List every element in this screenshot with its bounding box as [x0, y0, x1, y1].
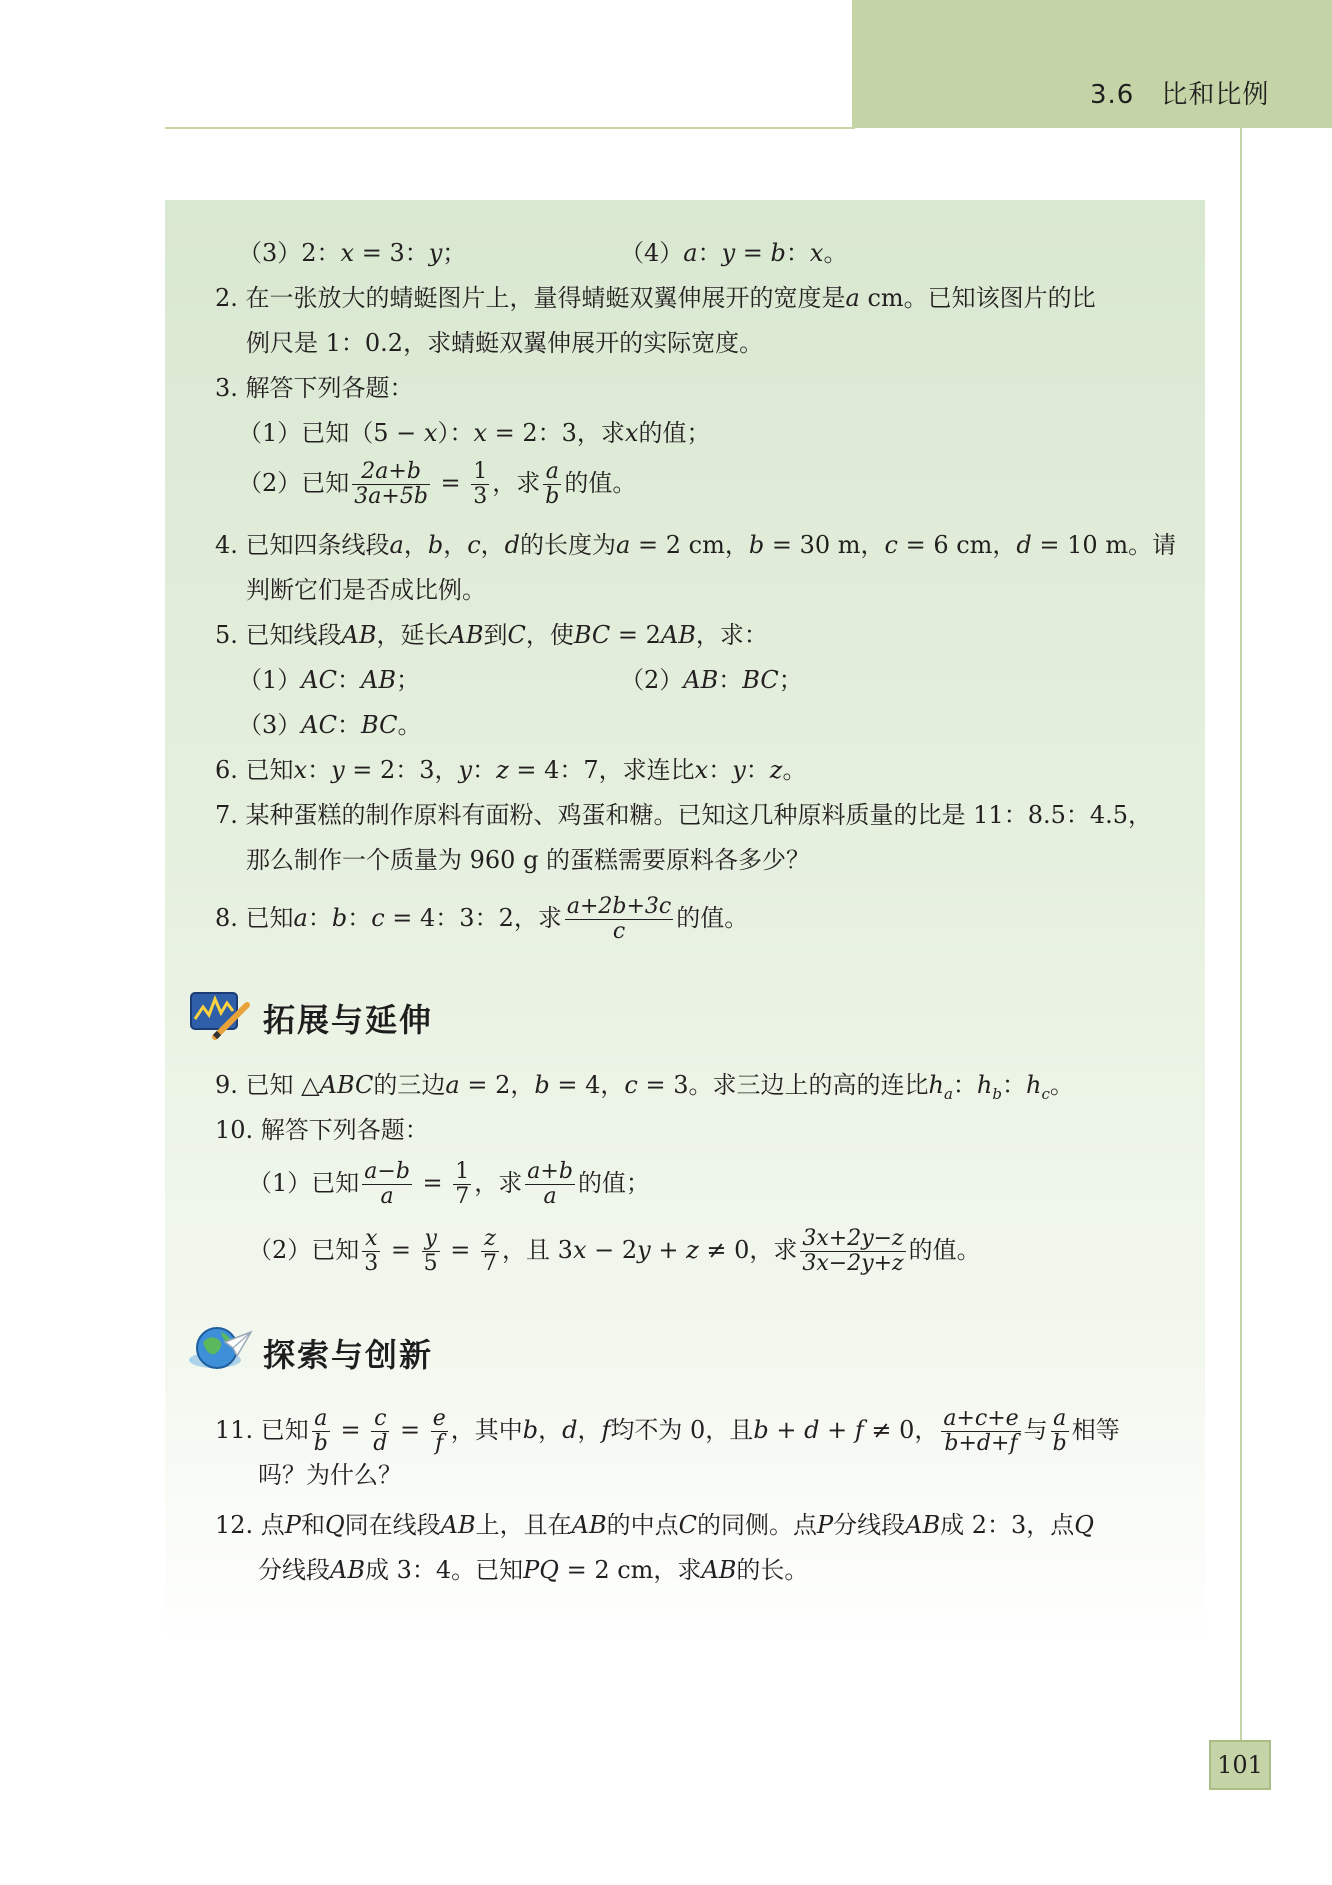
fraction: $\frac{1}{3}$ [473, 459, 488, 509]
q6-line: 6. 已知x：y = 2：3，y：z = 4：7，求连比x：y：z。 [215, 756, 807, 784]
q3-part1: （1）已知（5 − x）：x = 2：3，求x的值； [238, 419, 711, 447]
fraction: $\frac{a}{b}$ [545, 459, 560, 509]
q1-part4: （4）a：y = b：x。 [620, 239, 848, 267]
q5-part2: （2）AB：BC； [620, 666, 803, 694]
fraction: $\frac{y}{5}$ [423, 1226, 438, 1276]
q10-part1: （1）已知 $\frac{a-b}{a}$ = $\frac{1}{7}$ ，求 $\frac{a+b}{a}$ 的值； [248, 1159, 650, 1209]
q10-part2: （2）已知 $\frac{x}{3}$ = $\frac{y}{5}$ = $\frac{z}{7}$ ，且 3x − 2y + z ≠ 0，求 $\frac{3x+2y-z}{3x-2y+z}$ 的值。 [248, 1226, 981, 1276]
q2-line1: 2. 在一张放大的蜻蜓图片上，量得蜻蜓双翼伸展开的宽度是a cm。已知该图片的比 [215, 284, 1096, 312]
fraction: $\frac{3x+2y-z}{3x-2y+z}$ [802, 1226, 904, 1276]
q5-part3: （3）AC：BC。 [238, 711, 422, 739]
q10-title: 10. 解答下列各题： [215, 1116, 429, 1144]
fraction: $\frac{2a+b}{3a+5b}$ [354, 459, 428, 509]
fraction: $\frac{e}{f}$ [432, 1406, 446, 1456]
q4-line1: 4. 已知四条线段a，b，c，d的长度为a = 2 cm，b = 30 m，c = 6 cm，d = 10 m。请 [215, 531, 1177, 559]
q4-line2: 判断它们是否成比例。 [246, 576, 486, 604]
section-extend-title: 拓展与延伸 [263, 1001, 434, 1039]
fraction: $\frac{z}{7}$ [483, 1226, 498, 1276]
q3-part2: （2）已知 $\frac{2a+b}{3a+5b}$ = $\frac{1}{3}$ ，求 $\frac{a}{b}$ 的值。 [238, 459, 637, 509]
section-title: 3.6 比和比例 [1090, 80, 1270, 110]
q12-line1: 12. 点P和Q同在线段AB上，且在AB的中点C的同侧。点P分线段AB成 2：3，点Q [215, 1511, 1094, 1539]
q5-line1: 5. 已知线段AB，延长AB到C，使BC = 2AB，求： [215, 621, 768, 649]
chart-pencil-icon [185, 985, 255, 1045]
q11-line1: 11. 已知 $\frac{a}{b}$ = $\frac{c}{d}$ = $\frac{e}{f}$ ，其中b，d，f均不为 0，且b + d + f ≠ 0， $\frac{a+c+e}{b+d+f}$ 与 $\frac{a}{b}$ 相等 [215, 1406, 1120, 1456]
q9-line: 9. 已知 △ABC的三边a = 2，b = 4，c = 3。求三边上的高的连比$h_a$：$h_b$：$h_c$。 [215, 1071, 1074, 1103]
fraction: $\frac{a}{b}$ [1052, 1406, 1067, 1456]
fraction: $\frac{a+c+e}{b+d+f}$ [943, 1406, 1019, 1456]
section-explore-title: 探索与创新 [263, 1336, 434, 1374]
fraction: $\frac{x}{3}$ [364, 1226, 379, 1276]
q3-title: 3. 解答下列各题： [215, 374, 414, 402]
page-number: 101 [1217, 1751, 1263, 1779]
q1-part3: （3）2：x = 3：y； [238, 239, 467, 267]
q12-line2: 分线段AB成 3：4。已知PQ = 2 cm，求AB的长。 [258, 1556, 809, 1584]
q7-line2: 那么制作一个质量为 960 g 的蛋糕需要原料各多少？ [246, 846, 811, 874]
q2-line2: 例尺是 1：0.2，求蜻蜓双翼伸展开的实际宽度。 [246, 329, 764, 357]
globe-paper-plane-icon [185, 1320, 255, 1380]
q11-line2: 吗？为什么？ [258, 1461, 402, 1489]
fraction: $\frac{a-b}{a}$ [364, 1159, 410, 1209]
fraction: $\frac{a+b}{a}$ [527, 1159, 573, 1209]
fraction: $\frac{c}{d}$ [373, 1406, 388, 1456]
page-number-box [1209, 1740, 1271, 1790]
fraction: $\frac{a+2b+3c}{c}$ [566, 894, 672, 944]
header-rule [165, 127, 855, 129]
q8-line: 8. 已知a：b：c = 4：3：2，求 $\frac{a+2b+3c}{c}$ 的值。 [215, 894, 749, 944]
fraction: $\frac{a}{b}$ [313, 1406, 328, 1456]
fraction: $\frac{1}{7}$ [455, 1159, 470, 1209]
q7-line1: 7. 某种蛋糕的制作原料有面粉、鸡蛋和糖。已知这几种原料质量的比是 11：8.5：4.5， [215, 801, 1153, 829]
q5-part1: （1）AC：AB； [238, 666, 420, 694]
side-rule [1240, 128, 1242, 1788]
